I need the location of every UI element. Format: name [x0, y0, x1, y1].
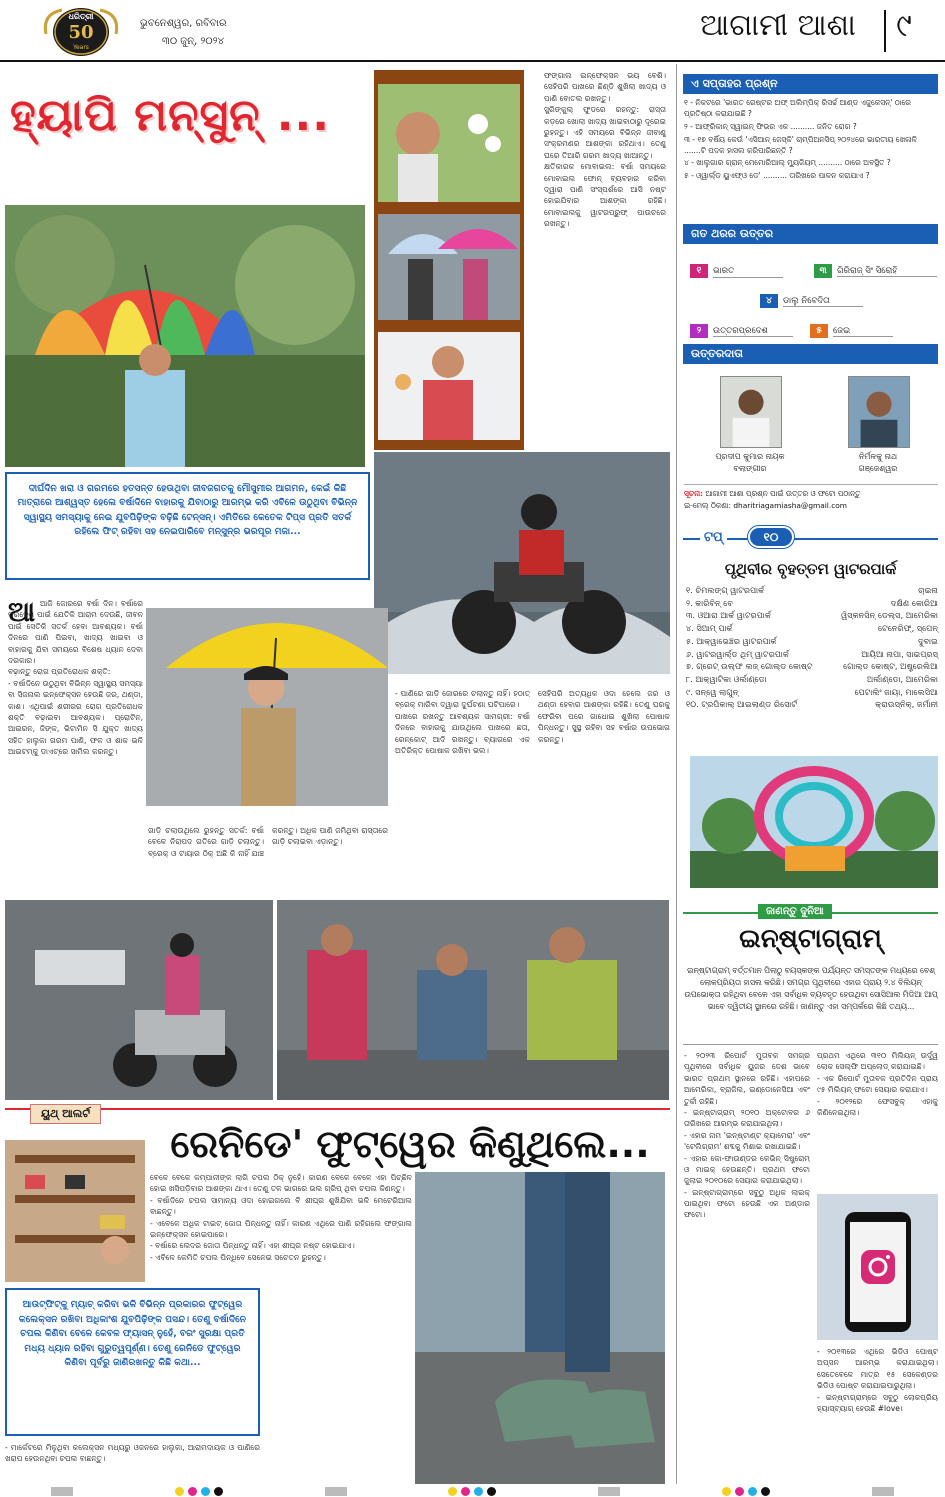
- top10-badge: [748, 526, 794, 548]
- scooter-rain-photo: [5, 900, 273, 1100]
- print-mark: [446, 1481, 498, 1497]
- top10-item-place: ଗୋଲ୍ଡ କୋଷ୍ଟ, ଅଷ୍ଟ୍ରେଲିଆ: [843, 661, 938, 672]
- quiz-question: ୧ - ନିକଟରେ 'ଭାରତ ରେଷ୍ଟର ଅଫ୍ ଅଲିମ୍ପିକ୍ ରିସର୍ଚ୍ଚ ଆଣ୍ଡ ଏଜୁକେସନ୍' ଠାରେ ପ୍ରତିଷ୍ଠା କରାଯାଇଛି ?: [684, 98, 911, 118]
- logo-years: 50: [68, 22, 94, 43]
- answer-text: ଭାରତ: [713, 266, 783, 278]
- top10-item: [686, 698, 938, 711]
- top10-item-name: ୧୦. ଟ୍ରପିକାଲ୍ ଆଇଲାଣ୍ଡ ରିସୋର୍ଟ: [686, 699, 798, 710]
- answer-item: [760, 288, 863, 308]
- answer-item: [814, 258, 937, 278]
- youth-intro: ଆଉଟ୍‌ଫିଟ୍‌କୁ ମ୍ୟାଚ୍ କରିବା ଭଳି ବିଭିନ୍ନ ପ୍ରକାରର ଫୁଟ୍‌ୱେର କଲେକ୍ସନ ରଖିବା ଅଧିକାଂଶ ଯୁବପିଢ଼ିଙ୍କ ପସନ୍ଦ। ତେଣୁ ବର୍ଷାଦିନେ ଚପଲ କିଣିବା ବେଳେ କେବଳ ଫ୍ୟାସନ୍ ନୁହେଁ, ବରଂ ସୁରକ୍ଷା ପ୍ରତି ମଧ୍ୟ ଧ୍ୟାନ ରହିବା ଗୁରୁତ୍ୱପୂର୍ଣ୍ଣ। ତେଣୁ ରେନିଡେ ଫୁଟ୍‌ୱେର କିଣିବା ପୂର୍ବରୁ ଜାଣିରଖନ୍ତୁ କିଛି କଥା...: [18, 1299, 247, 1369]
- email-label: ଇ-ମେଲ୍ ଠିକଣା:: [684, 500, 731, 510]
- top10-number: ୧୦: [763, 530, 779, 544]
- top10-item: [686, 584, 938, 597]
- answer-number: ୫: [810, 324, 828, 338]
- date-line-1: ଭୁବନେଶ୍ୱର, ରବିବାର: [140, 18, 227, 29]
- instagram-intro: ଇନ୍‌ଷ୍ଟାଗ୍ରାମ୍ ବର୍ତ୍ତମାନ ପିଲାଠୁ ବୟସ୍କଙ୍କ ପର୍ଯ୍ୟନ୍ତ ସମସ୍ତଙ୍କ ମଧ୍ୟରେ ବେଶ୍ ଲୋକପ୍ରିୟତା ହାସଲ କରିଛି। ସମଗ୍ର ପୃଥିବୀରେ ଏହାର ପ୍ରାୟ ୨.୪ ବିଲିୟନ୍ ଉପଭୋକ୍ତା ରହିଥିବା ବେଳେ ଏହା ସର୍ବାଧିକ ବ୍ୟବହୃତ ହେଉଥିବା ସୋସିଆଲ ମିଡିଆ ଆପ୍ ଭାବେ ଦ୍ୱିତୀୟ ସ୍ଥାନରେ ରହିଛି। ଜାଣନ୍ତୁ ଏହା ସମ୍ପର୍କରେ କିଛି ତଥ୍ୟ...: [684, 966, 938, 1012]
- winner-place: ବଲାଙ୍ଗୀର: [733, 464, 767, 473]
- notice-text: ଆଗାମୀ ଆଶା ପ୍ରଶ୍ନ ପାଇଁ ଉତ୍ତର ଓ ଫଟୋ ପଠାନ୍ତୁ: [705, 489, 861, 498]
- top10-item: [686, 686, 938, 699]
- top10-item: [686, 609, 938, 622]
- top10-item-name: ୭. ଗ୍ରେଟ୍ ଉଲ୍ଫ ଲଜ୍ ଗୋଲ୍ଡ କୋଷ୍ଟ: [686, 661, 813, 672]
- waterpark-photo: [690, 756, 938, 888]
- answer-text: ଗିରିରାଜ୍ ସିଂ ସିରୋହି: [837, 266, 937, 277]
- top10-item: [686, 660, 938, 673]
- flower-smell-photo: [378, 84, 520, 202]
- quiz-question: ୩ - ୧୭ ବର୍ଷିୟ କେଉଁ 'ଏସିଆନ୍ ଜେସ୍କି' ଚାମ୍ପିଅନସିପ୍ ୨୦୨୪ରେ ଭାରତୀୟ ଖେଳାଳି .......ଟି ପଦକ ହାସଲ କରିପାରିଛନ୍ତି ?: [684, 134, 917, 155]
- girls-umbrella-photo: [378, 214, 520, 320]
- print-mark: [870, 1481, 896, 1497]
- winner-name: ନିର୍ମଳକୁ ନାଥ: [858, 452, 898, 461]
- page-number: ୯: [896, 6, 912, 44]
- notice-label: ସୂଚନା:: [684, 489, 703, 498]
- monsoon-col-2: ଫଙ୍ଗାଲ ଇନ୍‌ଫେକ୍ସନ ଭୟ ବେଶି। ସେହିପରି ପାଖରେ ଛିଣ୍ଡି ଶୁଖିଲା ଖାଦ୍ୟ ଓ ପାଣି ବୋତଲ ରଖନ୍ତୁ। ସ୍ପ୍ରିଙ୍କୁଲ୍ ଫୁଡରେ ରହନ୍ତୁ: ରାସ୍ତା କଡ଼ରେ ଖୋଲା ଖାଦ୍ୟ ଖାଇବାଠାରୁ ଦୂରେଇ ରୁହନ୍ତୁ। ଏହି ସମୟରେ ବିଭିନ୍ନ ଜୀବାଣୁ ସଂକ୍ରମଣର ଆଶଙ୍କା ରହିଥାଏ। ତେଣୁ ଘରେ ତିଆରି ଗରମ ଖାଦ୍ୟ ଖାଆନ୍ତୁ। କ୍ଷତିକାରକ ମୋବାଇଲ: ବର୍ଷା ସମୟରେ ମୋବାଇଲ ଫୋନ୍ ବ୍ୟବହାର କରିବା ଦ୍ୱାରା ପାଣି ସଂସ୍ପର୍ଶରେ ଆସି ନଷ୍ଟ ହୋଇଯିବାର ଆଶଙ୍କା ରହିଛି। ମୋବାଇଲକୁ ୱାଟରପ୍ରୁଫ୍ ପାଉଚରେ ରଖନ୍ତୁ।: [544, 71, 666, 229]
- youth-col-1: - ମାର୍କେଟରେ ମିଳୁଥିବା କଲେକ୍ସନ ମଧ୍ୟରୁ ଓଜନରେ ହାଲୁକା, ଆରାମଦାୟକ ଓ ପାଣିରେ ଖରାପ ହେଉନଥିବା ଚପଲ ବାଛନ୍ତୁ।: [5, 1443, 260, 1464]
- instagram-label: ଜାଣନ୍ତୁ ଦୁନିଆ: [758, 904, 832, 919]
- friends-corn-photo: [277, 900, 669, 1100]
- quiz-question: ୪ - ଖାଲୁଗାର ଗ୍ରାନ୍ ମେମୋରିଆଲ୍ ମ୍ୟୁଜିୟମ୍ .......... ଠାରେ ଅବସ୍ଥିତ ?: [684, 158, 891, 168]
- winner-photo: [848, 376, 910, 448]
- logo-text: ଧରିତ୍ରୀ: [68, 12, 94, 21]
- youth-headline: ରେନିଡେ' ଫୁଟ୍‌ୱେର କିଣୁଥିଲେ...: [170, 1122, 650, 1166]
- answer-text: ଉତ୍ତରପ୍ରଦେଶ: [713, 326, 793, 337]
- logo: [40, 4, 122, 58]
- top10-item-name: ୮. ଆକ୍ୱାଟିକା ଓର୍ଲାଣ୍ଡୋ: [686, 673, 767, 684]
- quiz-question: ୨ - ଆଫ୍ରିକାନ୍ ସ୍ୱାଇନ୍ ଫିଭର ଏକ .......... ଜନିତ ରୋଗ ?: [684, 121, 857, 131]
- instagram-col-3: - ୨୦୧୩ରେ ଏଥିରେ ଭିଡିଓ ପୋଷ୍ଟ ଅପ୍ସନ ଆରମ୍ଭ କରାଯାଇଥିଲା। ସେତେବେଳେ ମାତ୍ର ୧୫ ସେକେଣ୍ଡର ଭିଡିଓ ପୋଷ୍ଟ କରାଯାଇପାରୁଥିଲା। - ଇନ୍‌ଷ୍ଟାଗ୍ରାମ୍‌ରେ ସବୁଠୁ ଲୋକପ୍ରିୟ ହ୍ୟାସ୍‌ଟ୍ୟାଗ୍ ହେଉଛି #love।: [817, 1347, 938, 1413]
- youth-col-2: ବେଳେ ବେଳେ କମ୍ପାନୀଙ୍କ ଲାଗି ଚପଲ ଠିକ୍ ନୁହେଁ। କାରଣ ବେଳେ ବେଳେ ଏହା ପିଚ୍ଛିଳ ହୋଇ ଖସିପଡ଼ିବାର ଆଶଙ୍କା ଥାଏ। ତେଣୁ ତଳ ଭାଗରେ ଭଲ ଗ୍ରିପ୍ ଥିବା ଚପଲ କିଣନ୍ତୁ। - ବର୍ଷାଦିନେ ଚପଲ ସାମାନ୍ୟ ଓଦା ହୋଇଗଲେ ବି ଶୀଘ୍ର ଶୁଖିଯିବା ଭଳି ମେଟେରିଆଲ ବାଛନ୍ତୁ। - ଏବେଳେ ଅଧିକ ଟାଇଟ୍ ଜୋତା ପିନ୍ଧନ୍ତୁ ନାହିଁ। କାରଣ ଏଥିରେ ପାଣି ରହିଗଲେ ଫଙ୍ଗାଲ ଇନ୍‌ଫେକ୍ସନ ହୋଇପାରେ। - ବର୍ଷାରେ ଲେଦର ଜୋତା ପିନ୍ଧନ୍ତୁ ନାହିଁ। ଏହା ଶୀଘ୍ର ନଷ୍ଟ ହୋଇଯାଏ। - ଏବିଳେ କେମିତି ଚପଲ ପିନ୍ଧିବେ ସେନେଇ ସଚେତନ ରୁହନ୍ତୁ।: [150, 1173, 412, 1262]
- answer-text: ଡାଲୁ ନିବେଦିତା: [783, 296, 863, 307]
- answer-number: ୨: [690, 324, 708, 338]
- top10-item-place: ଟେନେରିଫ୍, ସ୍ପେନ୍: [878, 623, 938, 634]
- top10-item: [686, 635, 938, 648]
- date-line-2: ୩୦ ଜୁନ୍, ୨୦୨୪: [162, 36, 225, 47]
- monsoon-dropcap: ଆ: [8, 595, 36, 628]
- winner-photo: [720, 376, 782, 448]
- logo-years-sub: Years: [73, 44, 89, 51]
- top10-item-name: ୬. ୱାଟରୱାର୍ଲ୍ଡ ଥିମ୍ ୱାଟରପାର୍କ: [686, 648, 789, 659]
- bike-splash-photo: [374, 452, 670, 674]
- top10-item-name: ୪. ସିଆମ୍ ପାର୍କ: [686, 623, 733, 634]
- print-mark: [596, 1481, 622, 1497]
- umbrella-girl-photo: [5, 205, 365, 467]
- monsoon-intro-box: [5, 472, 370, 580]
- print-marks: [0, 1484, 945, 1497]
- quiz-question: ୫ - ଓ୍ୱାର୍ଲ୍ଡ ୟୁଏଫ୍‌ଓ ଡେ' .......... ତାରିଖରେ ପାଳନ କରାଯାଏ ?: [684, 171, 870, 181]
- winners-header: ଉତ୍ତରଦାତା: [683, 344, 938, 364]
- top10-item-place: ଚାଇନା: [918, 585, 938, 595]
- instagram-phone-photo: [817, 1194, 938, 1340]
- instagram-rule-2: [683, 1044, 938, 1045]
- monsoon-headline: ହ୍ୟାପି ମନ୍‌ସୁନ୍ ...: [10, 90, 330, 141]
- winner-name: ପ୍ରଦୀପ କୁମାର ନାୟକ: [715, 452, 785, 461]
- monsoon-col-5: ସେହିପରି ଅତ୍ୟଧିକ ଓଦା ହେଲେ ଜର ଓ ଥଣ୍ଡା ହେବାର ଆଶଙ୍କା ରହିଛି। ତେଣୁ ଘରକୁ ଫେରିବା ପରେ ଗାଧୋଇ ଶୁଖିଲା ପୋଷାକ ପିନ୍ଧନ୍ତୁ। ସୁସ୍ଥ ରହିବା ସହ ବର୍ଷାର ଉପଭୋଗ କରନ୍ତୁ।: [538, 689, 670, 744]
- quiz-notice: [684, 484, 938, 512]
- answer-item: [690, 318, 793, 338]
- answer-text: ଜେଇ: [833, 326, 893, 337]
- section-title: ଆଗାମୀ ଆଶା: [700, 8, 856, 43]
- quiz-questions: [684, 98, 938, 182]
- top10-list: [686, 584, 938, 711]
- title-divider: [884, 10, 886, 52]
- youth-label: ୟୁଥ୍ ଆଲର୍ଟ: [30, 1104, 101, 1124]
- answer-number: ୧: [690, 264, 708, 278]
- instagram-title: ଇନ୍‌ଷ୍ଟାଗ୍ରାମ୍: [739, 924, 882, 954]
- email-link[interactable]: dharitriagamiasha@gmail.com: [733, 500, 847, 510]
- shoe-shop-photo: [5, 1140, 145, 1282]
- top10-label: ଟପ୍: [700, 530, 727, 545]
- answers-header: ଗତ ଥରର ଉତ୍ତର: [683, 224, 938, 244]
- top10-item-place: ପେଟାଲିଂ ଜାୟା, ମାଲେସିଆ: [854, 686, 938, 697]
- masthead: [0, 0, 945, 62]
- top10-item-place: ଅର୍ଲାଣ୍ଡୋ, ଆମେରିକା: [866, 673, 938, 684]
- answer-number: ୩: [814, 264, 832, 278]
- winner-place: ଗଞ୍ଜେଶ୍ୱର: [858, 464, 898, 473]
- monsoon-intro: ଦୀର୍ଘଦିନ ଖରା ଓ ଗରମରେ ହତସନ୍ତ ହେଉଥିବା ଜୀବଜଗତକୁ ମୌସୁମୀର ଆଗମନ, କେଇଁ କିଛି ମାତ୍ରାରେ ଆଶ୍ୱସ୍ତ ହେଲେ ବର୍ଷାଦିନେ ବାହାରକୁ ଯିବାଠାରୁ ଆରମ୍ଭ କରି ଏବିଳେ ଉଠୁଥିବା ବିଭିନ୍ନ ସ୍ୱାସ୍ଥ୍ୟ ସମସ୍ୟାକୁ ନେଇ ଯୁବପିଢ଼ିଙ୍କ ବଢ଼ିଛି ଟେନ୍‌ସନ୍। ଏମିତିରେ କେତେକ ଟିପ୍ସ ପ୍ରତି ସତର୍କ ରହିଲେ ଫିଟ୍ ରହିବା ସହ ନେଇପାରିବେ ମନ୍‌ସୁନ୍‌ର ଭରପୂର ମଜା...: [17, 483, 358, 537]
- top10-item-place: ୱିସ୍‌କନସିନ୍ ଡେଲ୍ସ, ଆମେରିକା: [841, 610, 938, 621]
- top10-item-name: ୧. ଚିମଲଙ୍ଗ୍ ୱାଟରପାର୍କ: [686, 585, 765, 595]
- quiz-header: ଏ ସପ୍ତାହର ପ୍ରଶ୍ନ: [683, 74, 938, 94]
- top10-item-name: ୫. ଆକ୍ୱାଭେଞ୍ଚର ୱାଟରପାର୍କ: [686, 635, 777, 646]
- top10-item-place: ଆୟିଆ ନାପା, ସାଇପ୍ରସ୍: [861, 648, 938, 659]
- print-mark: [49, 1481, 75, 1497]
- top10-item-name: ୩. ଓଆରା ଆର୍କ ୱାଟରପାର୍କ: [686, 610, 771, 621]
- right-col-divider: [676, 64, 677, 1484]
- top10-item-place: କ୍ରାଉସ୍‌ନିକ୍, ଜର୍ମାନୀ: [875, 699, 938, 710]
- monsoon-col-3: ଗାଡ଼ି ଚଲାଉଥିଲେ ରୁହନ୍ତୁ ସତର୍କ: ବର୍ଷା ବେଳେ ନିରାପଦ ଗତିରେ ଗାଡ଼ି ଚଲାନ୍ତୁ। ବ୍ରେକ୍ ଓ ଟାୟାର ଠିକ୍ ଅଛି କି ନାହିଁ ଯାଞ୍ଚ କରନ୍ତୁ। ଅଧିକ ପାଣି ଜମିଥିବା ରାସ୍ତାରେ ଗାଡ଼ି ଚଲାଇବା ଏଡ଼ାନ୍ତୁ।: [148, 826, 388, 858]
- top10-item-place: ଦକ୍ଷିଣ କୋରିଆ: [890, 597, 938, 608]
- answer-number: ୪: [760, 294, 778, 308]
- rain-shoes-photo: [415, 1172, 665, 1484]
- girl-eating-photo: [378, 332, 520, 440]
- top10-item-name: ୨. କାରିବିନ୍ ବେ: [686, 597, 733, 608]
- print-mark: [323, 1481, 349, 1497]
- instagram-col-1: - ୨୦୨୩ ରିପୋର୍ଟ ମୁତାବକ ସମଗ୍ର ପୃଥିବୀରେ ସର୍ବାଧିକ ୟୁଜର ଦେଶ ଭାବେ ଭାରତ ପ୍ରଥମ ସ୍ଥାନରେ ରହିଛି। ଏହାପରେ ଆମେରିକା, ବ୍ରାଜିଲ, ଇଣ୍ଡୋନେସିଆ ଏବଂ ତୁର୍କୀ ରହିଛି। - ଇନ୍‌ଷ୍ଟାଗ୍ରାମ୍ ୨୦୧୦ ଅକ୍ଟୋବର ୬ ତାରିଖରେ ଆରମ୍ଭ କରାଯାଇଥିଲା। - ଏହାର ନାମ 'ଇନ୍‌ଷ୍ଟାଣ୍ଟ କ୍ୟାମେରା' ଏବଂ 'ଟେଲିଗ୍ରାମ' ଶବ୍ଦକୁ ମିଶାଇ ରଖାଯାଇଛି। - ଏହାର କୋ-ଫାଉଣ୍ଡର କେଭିନ୍ ସିଷ୍ଟ୍ରୋମ୍ ଓ ମାଇକ୍ ହେଉଛନ୍ତି। ପ୍ରଥମ ଫଟୋ ଜୁଲାଇ ୨୦୧୦ରେ ସେୟାର କରାଯାଇଥିଲା। - ଇନ୍‌ଷ୍ଟାଗ୍ରାମ୍‌ରେ ସବୁଠୁ ଅଧିକ ଲାଇକ୍ ପାଇଥିବା ଫଟୋ ହେଉଛି ଏକ ଅଣ୍ଡାର ଫଟୋ।: [684, 1051, 810, 1220]
- answer-item: [810, 318, 893, 338]
- print-mark: [173, 1481, 225, 1497]
- monsoon-col-1: ଆଜି ଜୋରରେ ବର୍ଷା ଦିନ। ବର୍ଷାରେ ପରିବେଶ ପାଇଁ ଯେତିକି ଆରାମ ଦେଉଛି, ଜୀବନ ପାଇଁ ସେତିକି ସତର୍କ ହେବା ଆବଶ୍ୟକ। ବର୍ଷା ଦିନରେ ପାଣି ପିଇବା, ଖାଦ୍ୟ ଖାଇବା ଓ ବାହାରକୁ ଯିବା ସମୟରେ ବିଶେଷ ଧ୍ୟାନ ଦେବା ଦରକାର। ବଢ଼ାନ୍ତୁ ରୋଗ ପ୍ରତିରୋଧକ ଶକ୍ତି: - ବର୍ଷାଦିନେ ଉଠୁଥିବା ବିଭିନ୍ନ ସ୍ୱାସ୍ଥ୍ୟ ସମସ୍ୟା ବା ସିଜନାଲ ଇନ୍‌ଫେକ୍ସନ ହେଉଛି ଜର, ଥଣ୍ଡା, କାଶ। ଏଥିପାଇଁ ଶରୀରର ରୋଗ ପ୍ରତିରୋଧକ ଶକ୍ତି ବଢ଼ାଇବା ଆବଶ୍ୟକ। ପ୍ରୋଟିନ, ଆଇରନ, ଜିଙ୍କ, ଭିଟାମିନ ସି ଯୁକ୍ତ ଖାଦ୍ୟ ସହିତ ହାଲୁକା ଗରମ ପାଣି, ଫଳ ଓ ଶାକ ଭଳି ଆଇଟମ୍‌କୁ ଡାଏଟ୍‌ରେ ସାମିଲ କରନ୍ତୁ।: [8, 599, 143, 757]
- youth-top-rule: [5, 1108, 670, 1110]
- top10-item: [686, 597, 938, 610]
- monsoon-col-4: - ପାଣିରେ ଗାଡ଼ି ଜୋରରେ ଚଲାନ୍ତୁ ନାହିଁ। ହଠାତ୍ ବ୍ରେକ୍ ମାରିବା ଦ୍ୱାରା ଦୁର୍ଘଟଣା ଘଟିପାରେ। ପାଖରେ ରଖନ୍ତୁ ଆବଶ୍ୟକ ସାମଗ୍ରୀ: ବର୍ଷା ଦିନରେ ବାହାରକୁ ଯାଉଥିଲେ ପାଖରେ ଛତା, ରେନ୍‌କୋଟ୍ ଆଦି ରଖନ୍ତୁ। ବ୍ୟାଗରେ ଏକ ଅତିରିକ୍ତ ପୋଷାକ ରଖିବା ଭଲ।: [395, 689, 530, 755]
- top10-item-place: ଦୁବାଇ: [918, 635, 938, 646]
- top10-item-name: ୯. ସନ୍‌ୱେ ଲାଗୁନ୍: [686, 686, 739, 697]
- print-mark: [720, 1481, 772, 1497]
- instagram-col-2: ପ୍ରଥମ ଏଥିରେ ୩୧୦ ମିଲିୟନ୍ ଉର୍ଦ୍ଧ୍ୱ ଲୋକ ସେଲ୍‌ଫି ଅପ୍‌ଲୋଡ୍ କରାଯାଇଛି। - ଏକ ରିପୋର୍ଟ ମୁତାବକ ପ୍ରତିଦିନ ପ୍ରାୟ ୯୫ ମିଲିୟନ୍ ଫଟୋ ସେୟାର କରାଯାଏ। - ୨୦୧୨ରେ ଫେସବୁକ୍ ଏହାକୁ କିଣିନେଇଥିଲା।: [817, 1051, 938, 1117]
- top10-item: [686, 648, 938, 661]
- yellow-umbrella-photo: [146, 608, 388, 806]
- top10-item: [686, 673, 938, 686]
- answer-item: [690, 258, 783, 278]
- top10-title: ପୃଥିବୀର ବୃହତ୍ତମ ୱାଟରପାର୍କ: [724, 560, 897, 578]
- top10-item: [686, 622, 938, 635]
